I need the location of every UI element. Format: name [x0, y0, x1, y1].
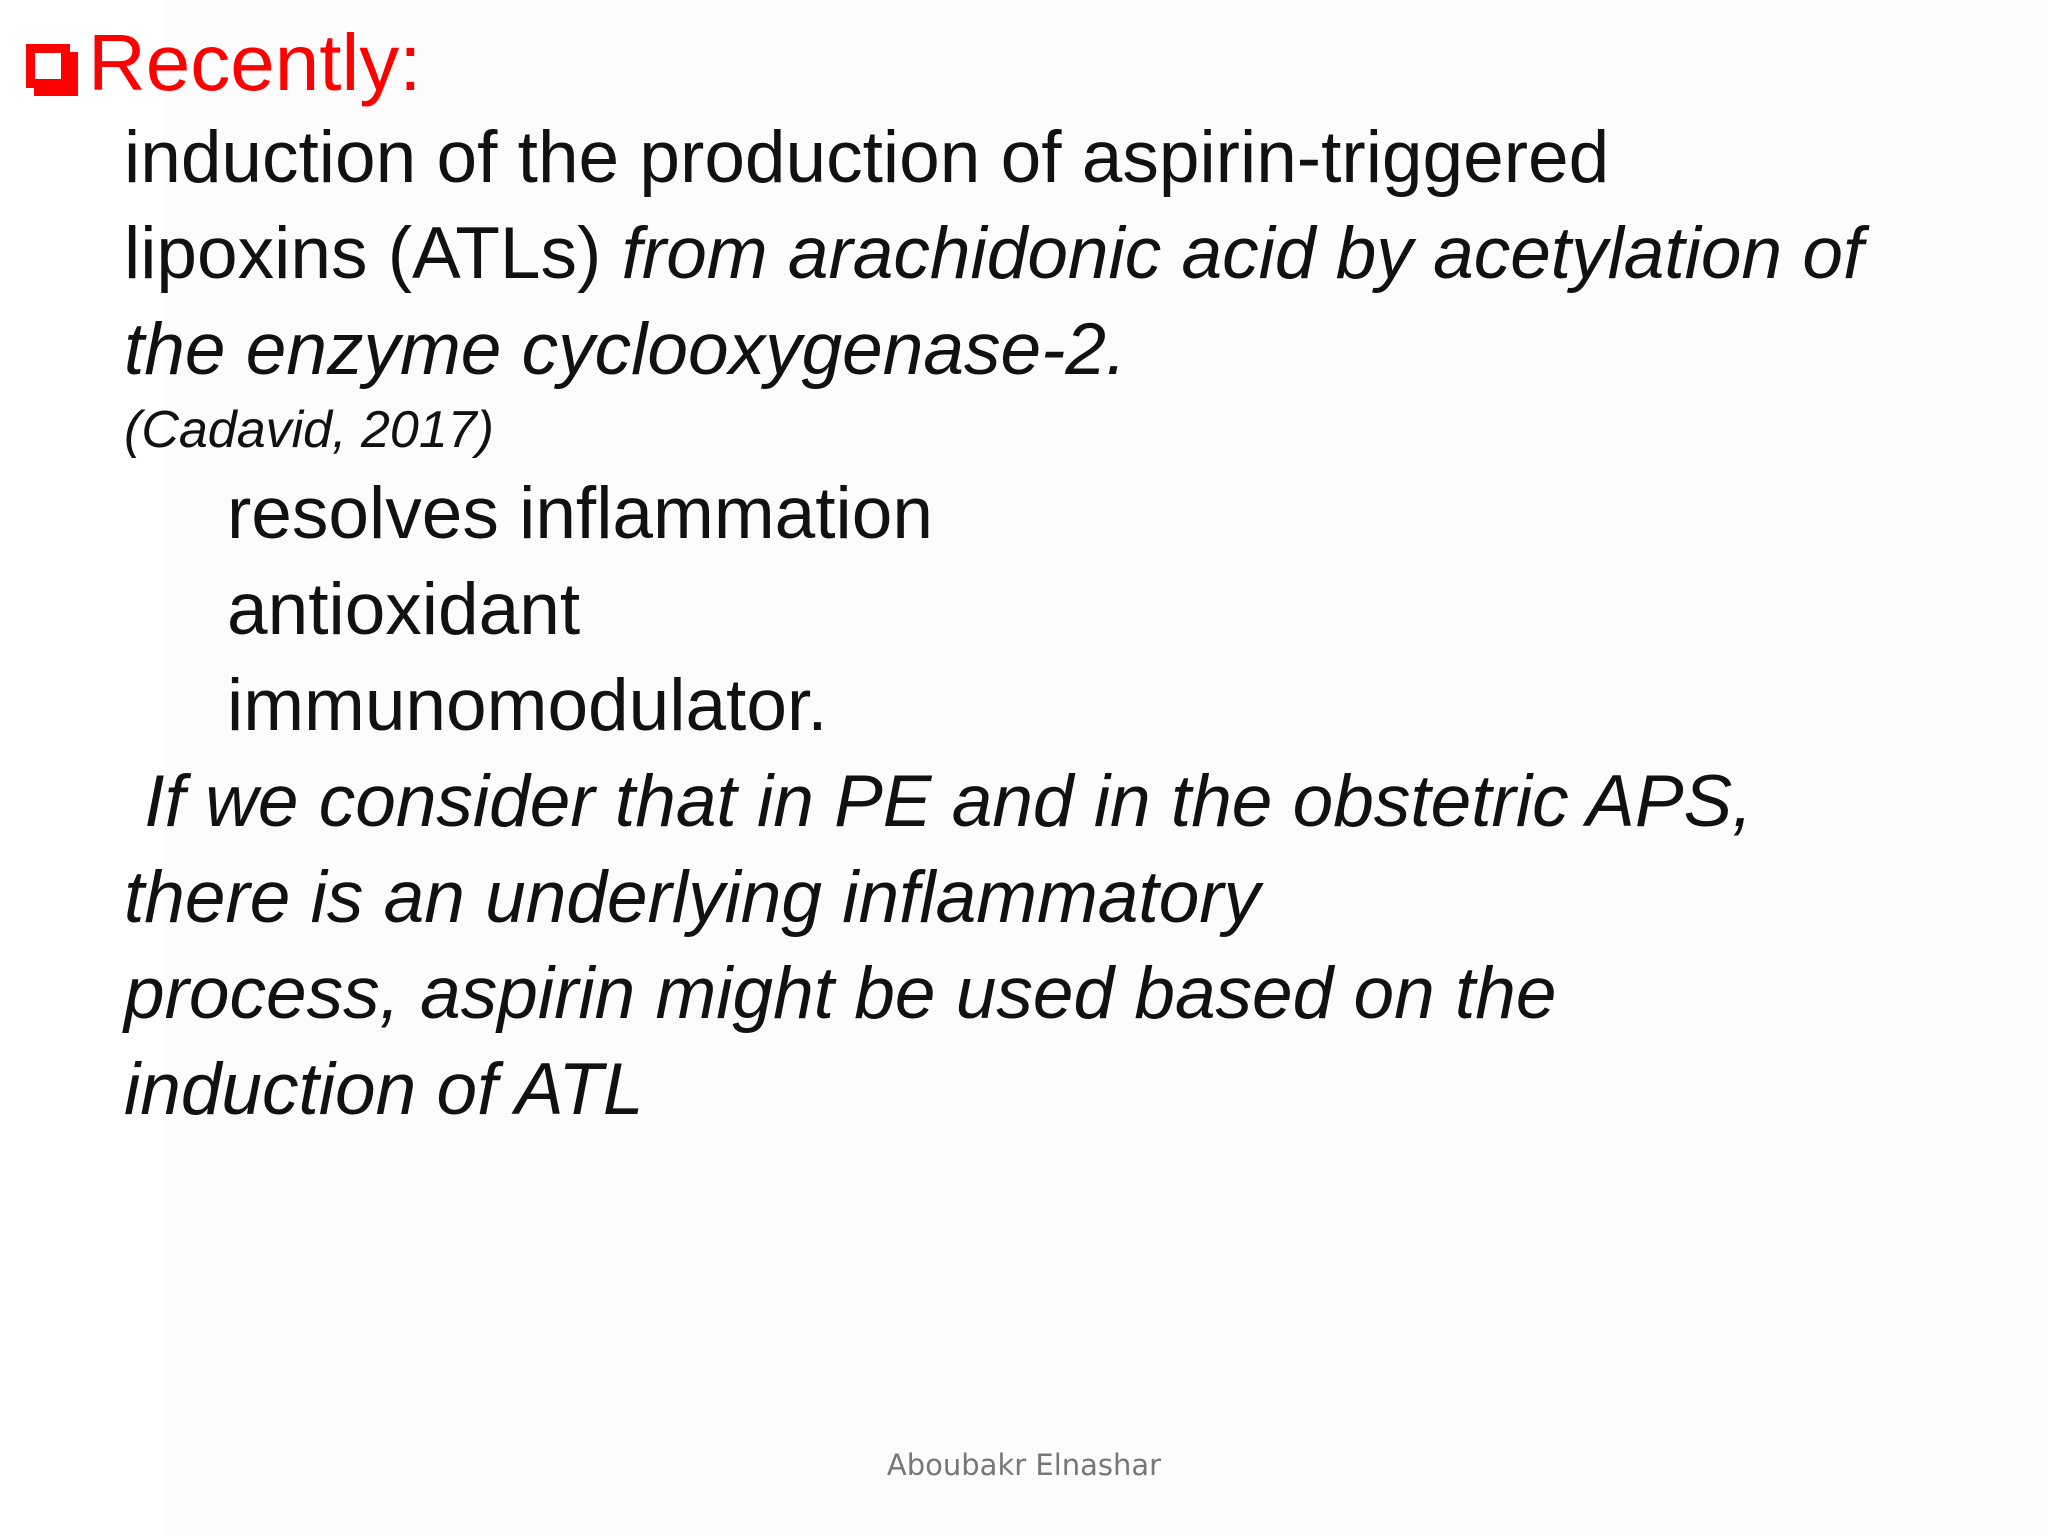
conclusion-line: induction of ATL: [124, 1049, 644, 1130]
footer-author: Aboubakr Elnashar: [886, 1448, 1162, 1482]
square-bullet-icon: [26, 44, 70, 88]
conclusion-block: [124, 754, 2024, 1138]
heading-text: Recently:: [88, 18, 422, 107]
intro-line-2-plain: lipoxins (ATLs): [124, 213, 622, 294]
intro-line-3: the enzyme cyclooxygenase-2.: [124, 309, 1127, 390]
effect-item: antioxidant: [227, 569, 581, 650]
conclusion-line: If we consider that in PE and in the obstetric APS,: [124, 761, 1753, 842]
effect-item: immunomodulator.: [227, 665, 828, 746]
intro-line-2-italic: from arachidonic acid by acetylation of: [621, 213, 1864, 294]
effect-item: resolves inflammation: [227, 473, 933, 554]
intro-line-1: induction of the production of aspirin-triggered: [124, 117, 1610, 198]
slide-body: [124, 110, 2024, 1138]
conclusion-line: there is an underlying inflammatory: [124, 857, 1261, 938]
citation: (Cadavid, 2017): [124, 401, 494, 459]
intro-line-2: [124, 206, 2024, 302]
slide-heading: [26, 18, 421, 108]
conclusion-line: process, aspirin might be used based on the: [124, 953, 1557, 1034]
